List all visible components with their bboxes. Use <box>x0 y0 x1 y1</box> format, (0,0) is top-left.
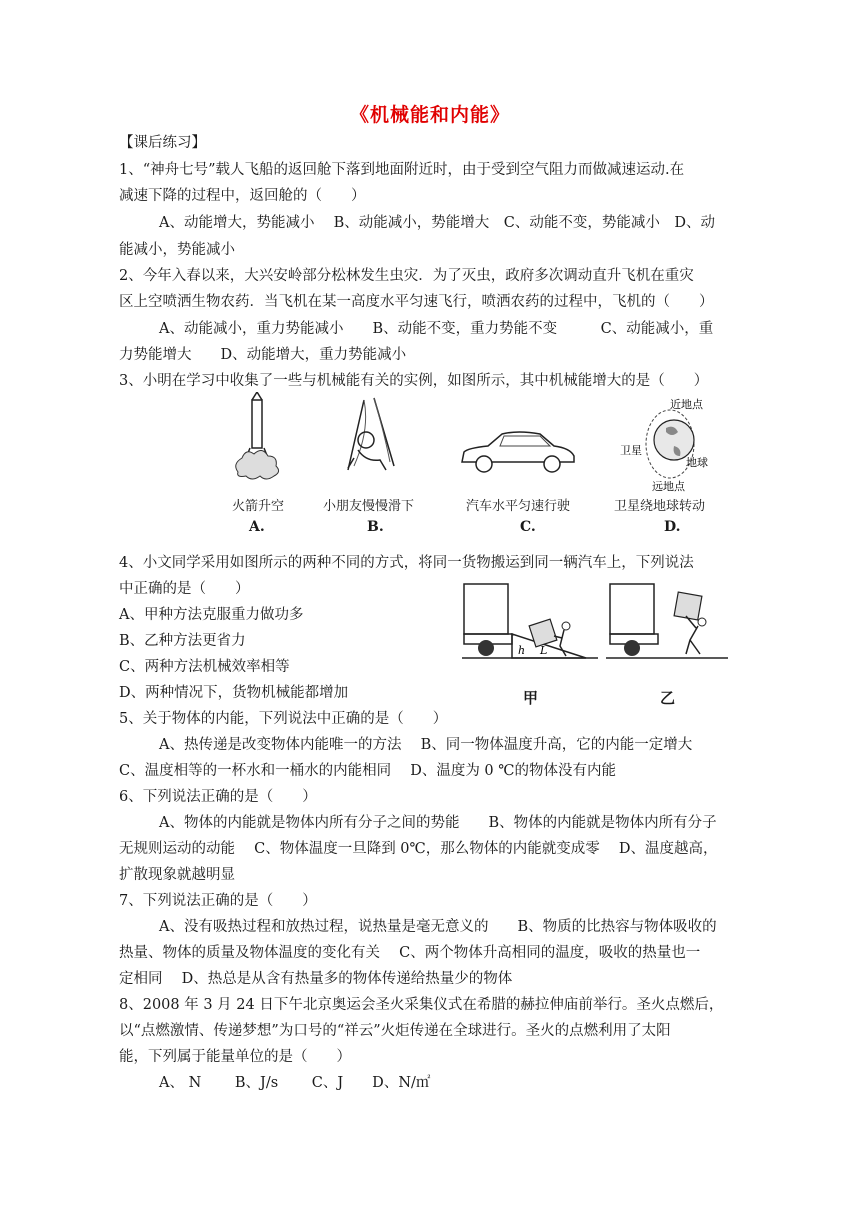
q1-line-1: 1、“神舟七号”载人飞船的返回舱下落到地面附近时，由于受到空气阻力而做减速运动.在 <box>119 162 685 178</box>
q1-options-line-2: 能减小，势能减小 <box>119 242 235 258</box>
figure-label-jia: 甲 <box>523 689 539 707</box>
figure-label-yi: 乙 <box>660 689 676 707</box>
q8-line-2: 以“点燃激情、传递梦想”为口号的“祥云”火炬传递在全球进行。圣火的点燃利用了太阳 <box>119 1023 671 1039</box>
orbit-near-label: 近地点 <box>670 398 703 411</box>
q2-line-1: 2、今年入春以来，大兴安岭部分松林发生虫灾．为了灭虫，政府多次调动直升飞机在重灾 <box>119 268 694 284</box>
q1-line-2: 减速下降的过程中，返回舱的（ ） <box>119 188 366 204</box>
q5-options-line-1: A、热传递是改变物体内能唯一的方法 B、同一物体温度升高，它的内能一定增大 <box>159 737 693 753</box>
q4-option-d: D、两种情况下，货物机械能都增加 <box>119 685 349 701</box>
orbit-earth-label: 地球 <box>686 456 708 469</box>
q4-option-b: B、乙种方法更省力 <box>119 633 246 649</box>
q6-options-line-1: A、物体的内能就是物体内所有分子之间的势能 B、物体的内能就是物体内所有分子 <box>159 815 717 831</box>
q5-options-line-2: C、温度相等的一杯水和一桶水的内能相同 D、温度为 0 ℃的物体没有内能 <box>119 763 616 779</box>
caption-c: 汽车水平匀速行驶 <box>466 499 571 514</box>
caption-a: 火箭升空 <box>232 499 285 514</box>
car-figure <box>458 428 578 478</box>
q6-line-1: 6、下列说法正确的是（ ） <box>119 789 317 805</box>
label-h: h <box>518 644 526 657</box>
q7-line-1: 7、下列说法正确的是（ ） <box>119 893 317 909</box>
q3-line-1: 3、小明在学习中收集了一些与机械能有关的实例，如图所示，其中机械能增大的是（ ） <box>119 373 709 389</box>
q4-option-c: C、两种方法机械效率相等 <box>119 659 290 675</box>
page-title: 《机械能和内能》 <box>349 104 510 126</box>
ramp-figure-jia <box>462 582 600 664</box>
q5-line-1: 5、关于物体的内能，下列说法中正确的是（ ） <box>119 711 448 727</box>
slide-figure <box>334 392 404 487</box>
q7-options-line-3: 定相同 D、热总是从含有热量多的物体传递给热量少的物体 <box>119 971 513 987</box>
letter-c: C. <box>520 519 536 535</box>
q4-option-a: A、甲种方法克服重力做功多 <box>119 607 304 623</box>
orbit-figure <box>618 394 723 494</box>
label-L: L <box>540 644 548 657</box>
q2-options-line-2: 力势能增大 D、动能增大，重力势能减小 <box>119 347 407 363</box>
letter-d: D. <box>664 519 681 535</box>
q2-options-line-1: A、动能减小，重力势能减小 B、动能不变，重力势能不变 C、动能减小，重 <box>159 321 714 337</box>
q4-line-1: 4、小文同学采用如图所示的两种不同的方式，将同一货物搬运到同一辆汽车上，下列说法 <box>119 555 694 571</box>
q8-line-1: 8、2008 年 3 月 24 日下午北京奥运会圣火采集仪式在希腊的赫拉伸庙前举行。圣火点燃后， <box>119 997 724 1013</box>
q4-line-2: 中正确的是（ ） <box>119 581 250 597</box>
caption-b: 小朋友慢慢滑下 <box>323 499 415 514</box>
orbit-sat-label: 卫星 <box>620 444 642 457</box>
section-heading: 【课后练习】 <box>119 135 206 151</box>
q1-options-line-1: A、动能增大，势能减小 B、动能减小，势能增大 C、动能不变，势能减小 D、动 <box>159 215 715 231</box>
q8-line-3: 能，下列属于能量单位的是（ ） <box>119 1049 351 1065</box>
caption-d: 卫星绕地球转动 <box>614 499 706 514</box>
orbit-far-label: 远地点 <box>652 480 685 493</box>
letter-b: B. <box>367 519 384 535</box>
q8-options: A、 N B、J/s C、J D、N/㎡ <box>159 1075 431 1091</box>
rocket-figure <box>228 392 288 487</box>
q6-options-line-3: 扩散现象就越明显 <box>119 867 235 883</box>
q7-options-line-1: A、没有吸热过程和放热过程，说热量是毫无意义的 B、物质的比热容与物体吸收的 <box>159 919 717 935</box>
carry-figure-yi <box>606 582 730 664</box>
q7-options-line-2: 热量、物体的质量及物体温度的变化有关 C、两个物体升高相同的温度，吸收的热量也一 <box>119 945 701 961</box>
q6-options-line-2: 无规则运动的动能 C、物体温度一旦降到 0℃，那么物体的内能就变成零 D、温度越高， <box>119 841 718 857</box>
letter-a: A. <box>249 519 265 535</box>
q2-line-2: 区上空喷洒生物农药．当飞机在某一高度水平匀速飞行，喷洒农药的过程中，飞机的（ ） <box>119 294 714 310</box>
